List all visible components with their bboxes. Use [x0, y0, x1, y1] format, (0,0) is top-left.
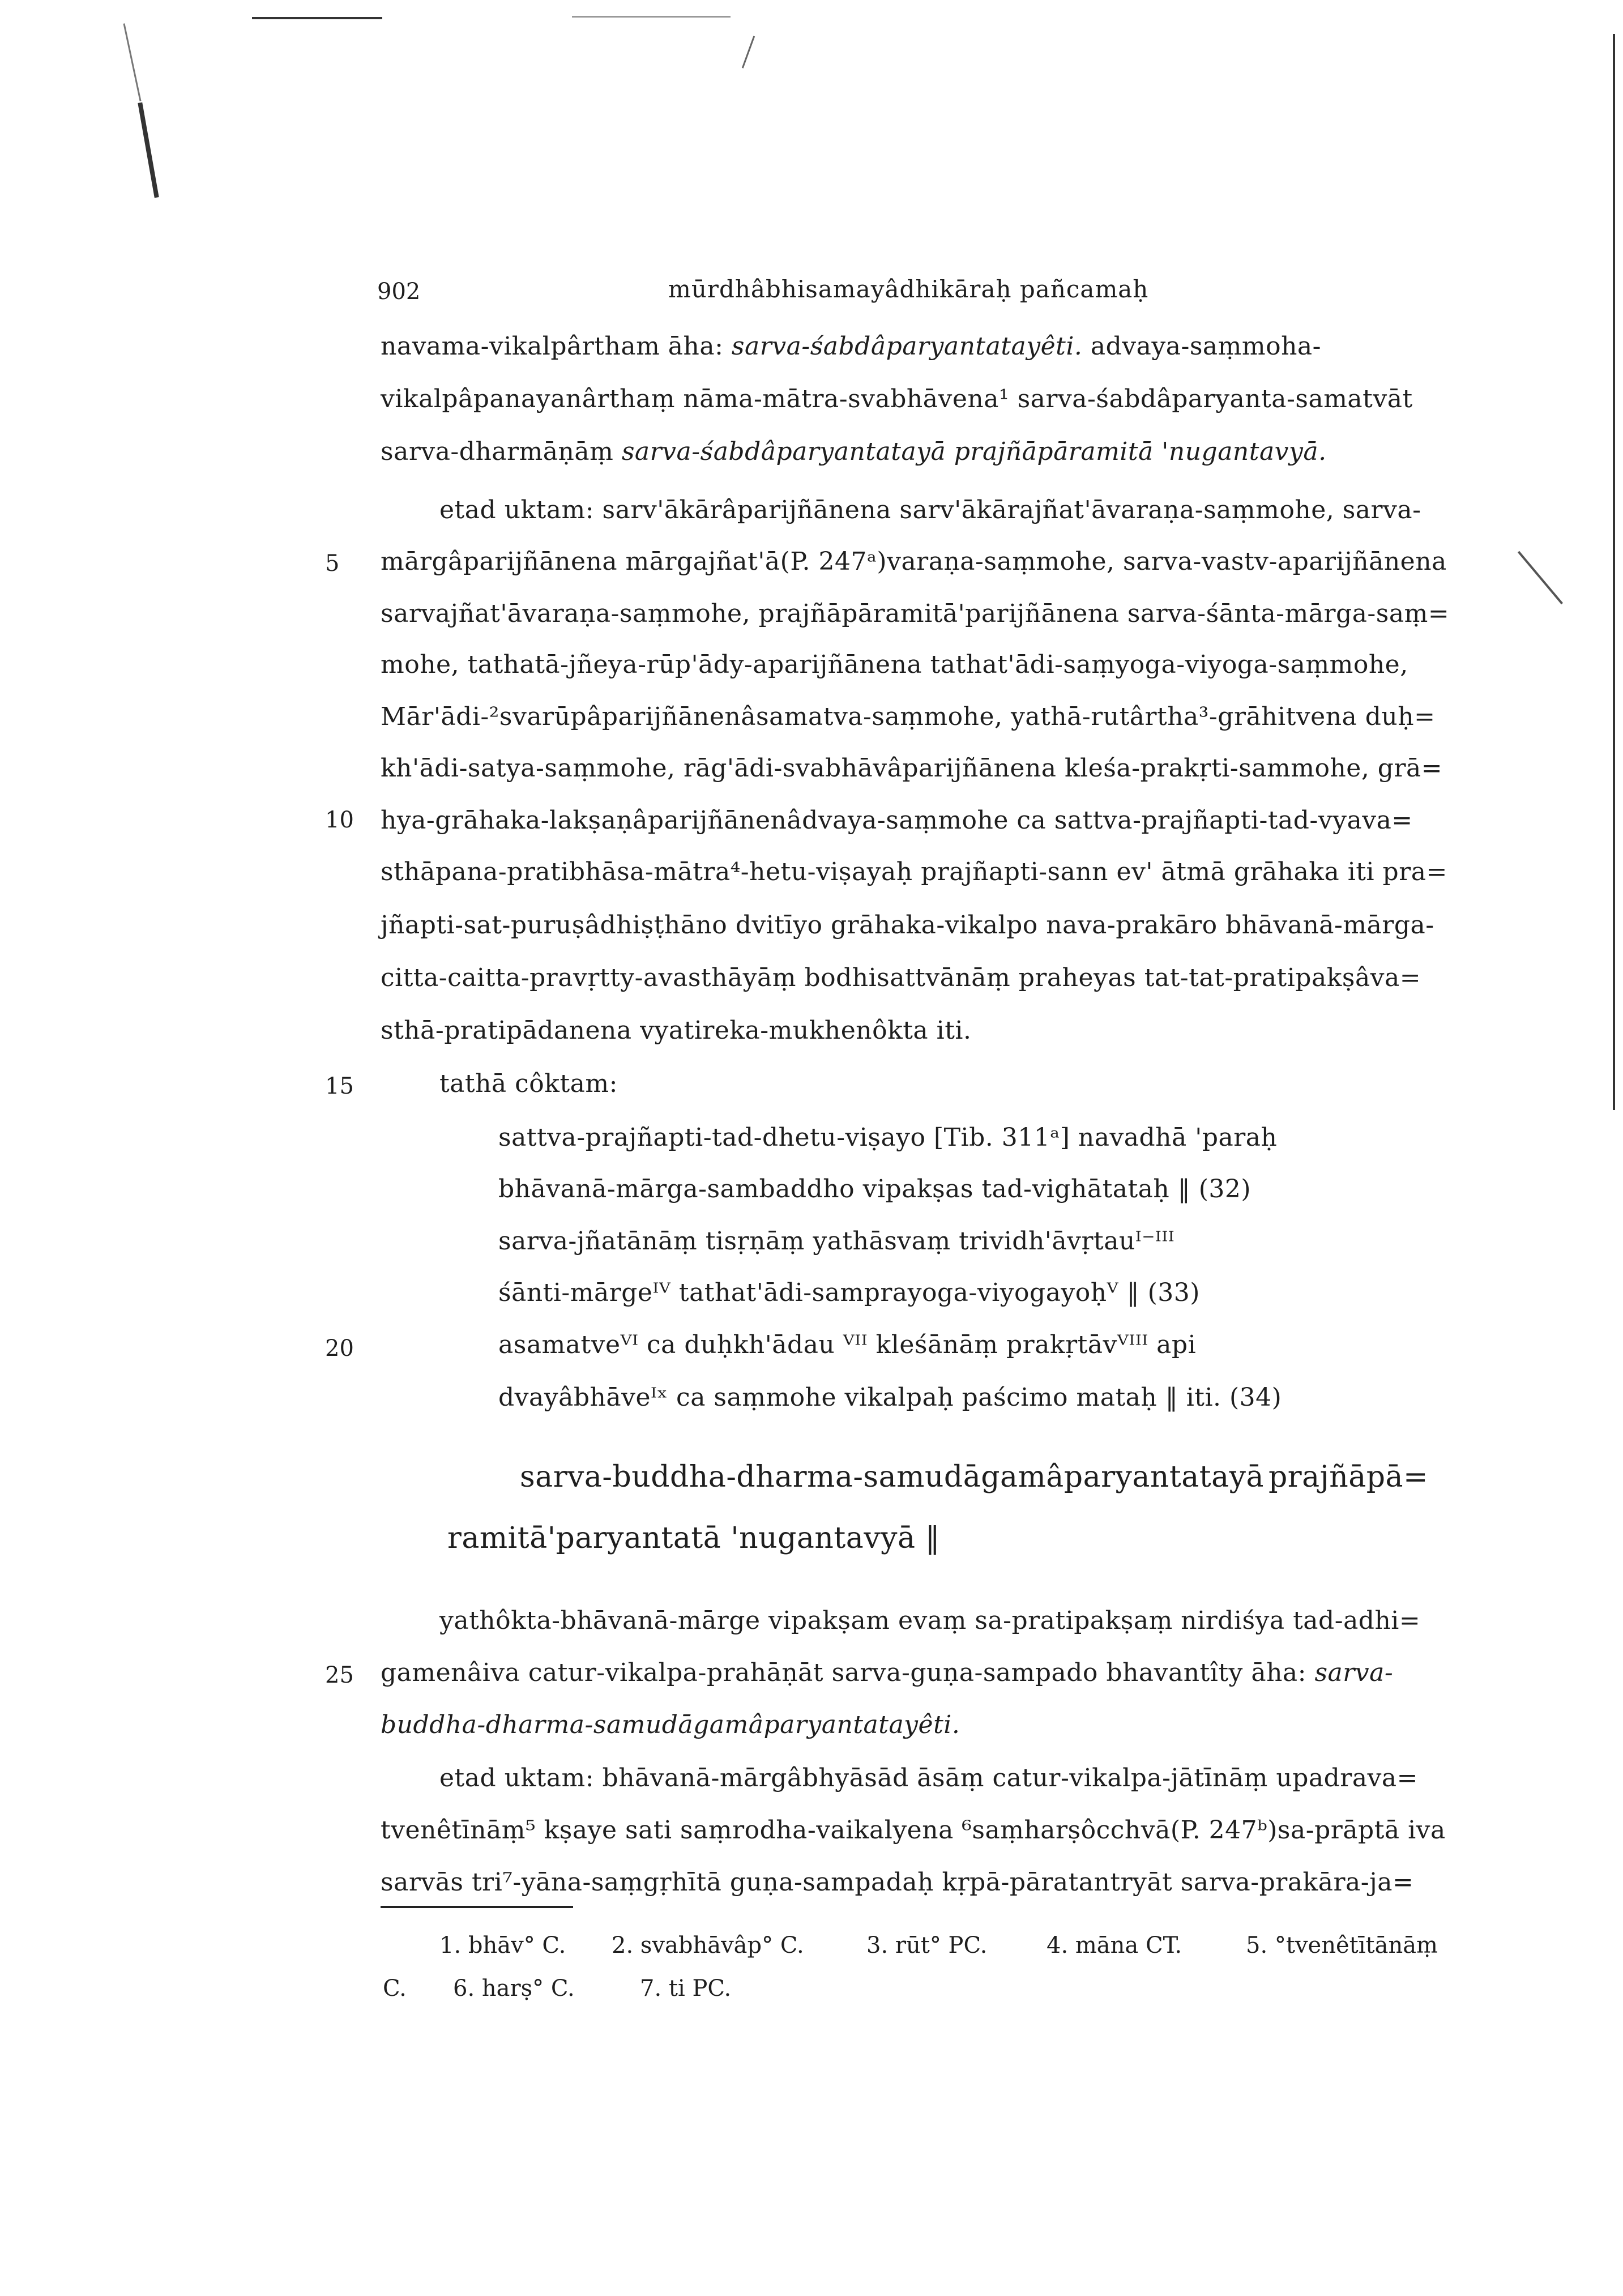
text-line: [381, 652, 1408, 677]
text-line: [381, 1870, 1413, 1895]
text-segment: etad uktam: sarv'ākārâparijñānena sarv'ākārajñat'āvaraṇa-saṃmohe, sarva-: [439, 496, 1421, 524]
verse-line: dvayâbhāveᴵˣ ca saṃmohe vikalpaḥ paścimo mataḥ ‖ iti. (34): [498, 1383, 1282, 1412]
sutra-heading-line2: ramitā'paryantatā 'nugantavyā ‖: [447, 1521, 941, 1555]
text-line: [381, 439, 1327, 464]
text-segment: mohe, tathatā-jñeya-rūp'ādy-aparijñānena tathat'ādi-saṃyoga-viyoga-saṃmohe,: [381, 650, 1408, 679]
text-line: [439, 1608, 1420, 1633]
text-segment: vikalpâpanayanârthaṃ nāma-mātra-svabhāvena¹ sarva-śabdâparyanta-samatvāt: [381, 385, 1413, 413]
footnote-rule: [381, 1906, 573, 1908]
text-segment: hya-grāhaka-lakṣaṇâparijñānenâdvaya-saṃmohe ca sattva-prajñapti-tad-vyava=: [381, 806, 1413, 835]
text-line: [381, 549, 1447, 574]
text-segment: jñapti-sat-puruṣâdhiṣṭhāno dvitīyo grāhaka-vikalpo nava-prakāro bhāvanā-mārga-: [381, 911, 1434, 940]
line-number: 10: [325, 807, 354, 833]
line-number: 15: [325, 1073, 354, 1099]
lemma-italic: sarva-śabdâparyantatayêti.: [731, 332, 1083, 361]
sutra-heading-left: sarva-buddha-dharma-samudāgamâparyantatayā: [520, 1460, 1264, 1494]
text-line: [381, 702, 1436, 731]
verse-line: asamatveⱽᴵ ca duḥkh'ādau ⱽᴵᴵ kleśānāṃ prakṛtāvⱽᴵᴵᴵ api: [498, 1330, 1197, 1359]
footnote: C.: [383, 1975, 407, 2001]
text-segment: tathā côktam:: [439, 1069, 618, 1098]
text-segment: sarvajñat'āvaraṇa-saṃmohe, prajñāpāramitā'parijñānena sarva-śānta-mārga-saṃ=: [381, 599, 1450, 628]
footnote: 3. rūt° PC.: [866, 1932, 988, 1958]
text-line: [381, 1018, 971, 1043]
text-segment: sarva-dharmāṇāṃ: [381, 437, 622, 466]
text-segment: advaya-saṃmoha-: [1082, 332, 1322, 361]
line-number: 20: [325, 1335, 354, 1362]
footnote: 7. ti PC.: [640, 1975, 732, 2001]
text-segment: sthā-pratipādanena vyatireka-mukhenôkta iti.: [381, 1016, 972, 1045]
scan-mark-top-slash: [742, 36, 755, 68]
verse-line: bhāvanā-mārga-sambaddho vipakṣas tad-vighātataḥ ‖ (32): [498, 1175, 1252, 1204]
text-segment: navama-vikalpârtham āha:: [381, 332, 732, 361]
text-line: [381, 913, 1434, 938]
sutra-heading-right: prajñāpā=: [1268, 1460, 1429, 1494]
verse-line: śānti-mārgeᴵⱽ tathat'ādi-samprayoga-viyogayoḥⱽ ‖ (33): [498, 1278, 1200, 1307]
lemma-italic: buddha-dharma-samudāgamâparyantatayêti.: [381, 1710, 960, 1739]
text-segment: Mār'ādi-²svarūpâparijñānenâsamatva-saṃmohe, yathā-rutârtha³-grāhitvena duḥ=: [381, 702, 1436, 731]
text-line: [381, 334, 1321, 359]
text-line: [381, 1818, 1446, 1843]
page-number: 902: [377, 279, 421, 305]
text-line: [381, 387, 1413, 412]
verse-line: sarva-jñatānāṃ tisṛṇāṃ yathāsvaṃ trividh'āvṛtauᴵ⁻ᴵᴵᴵ: [498, 1227, 1175, 1256]
text-segment: etad uktam: bhāvanā-mārgâbhyāsād āsāṃ catur-vikalpa-jātīnāṃ upadrava=: [439, 1764, 1419, 1793]
footnote: 1. bhāv° C.: [439, 1932, 566, 1958]
text-line: [381, 601, 1449, 626]
line-number: 5: [325, 550, 340, 577]
text-segment: mārgâparijñānena mārgajñat'ā(P. 247ᵃ)varaṇa-saṃmohe, sarva-vastv-aparijñānena: [381, 547, 1447, 576]
text-line: [439, 498, 1421, 523]
text-line: [381, 756, 1442, 781]
lemma-italic: sarva-: [1314, 1658, 1394, 1687]
text-line: [439, 1069, 618, 1098]
text-segment: kh'ādi-satya-saṃmohe, rāg'ādi-svabhāvâparijñānena kleśa-prakṛti-sammohe, grā=: [381, 754, 1443, 783]
text-segment: gamenâiva catur-vikalpa-prahāṇāt sarva-guṇa-sampado bhavantîty āha:: [381, 1658, 1315, 1687]
text-segment: citta-caitta-pravṛtty-avasthāyāṃ bodhisattvānāṃ praheyas tat-tat-pratipakṣâva=: [381, 963, 1421, 992]
text-line: [381, 1710, 960, 1739]
lemma-italic: sarva-śabdâparyantatayā prajñāpāramitā 'nugantavyā.: [621, 437, 1327, 466]
scan-mark-right-edge: [1613, 34, 1615, 1110]
text-line: [381, 963, 1421, 992]
footnote: 6. harṣ° C.: [453, 1975, 575, 2001]
text-line: [439, 1766, 1418, 1791]
running-title: mūrdhâbhisamayâdhikāraḥ pañcamaḥ: [668, 275, 1149, 303]
scan-mark-right-bracket: [1518, 551, 1563, 604]
footnote: 2. svabhāvâp° C.: [612, 1932, 804, 1958]
text-line: [381, 808, 1413, 833]
text-line: [381, 1658, 1394, 1687]
text-segment: tvenêtīnāṃ⁵ kṣaye sati saṃrodha-vaikalyena ⁶saṃharṣôcchvā(P. 247ᵇ)sa-prāptā iva: [381, 1816, 1446, 1845]
text-segment: yathôkta-bhāvanā-mārge vipakṣam evaṃ sa-pratipakṣaṃ nirdiśya tad-adhi=: [439, 1606, 1421, 1635]
verse-line: sattva-prajñapti-tad-dhetu-viṣayo [Tib. 311ᵃ] navadhā 'paraḥ: [498, 1123, 1278, 1152]
scan-mark-top-middle: [572, 16, 731, 18]
line-number: 25: [325, 1662, 354, 1688]
scan-mark-left-edge: [138, 103, 159, 198]
scan-mark-left-edge-thin: [123, 23, 141, 101]
text-segment: sarvās tri⁷-yāna-saṃgṛhītā guṇa-sampadaḥ kṛpā-pāratantryāt sarva-prakāra-ja=: [381, 1868, 1414, 1897]
scan-mark-top-left: [252, 17, 382, 19]
footnote: 5. °tvenêtītānāṃ: [1246, 1932, 1438, 1958]
text-line: [381, 857, 1447, 886]
footnote: 4. māna CT.: [1047, 1932, 1182, 1958]
text-segment: sthāpana-pratibhāsa-mātra⁴-hetu-viṣayaḥ prajñapti-sann ev' ātmā grāhaka iti pra=: [381, 857, 1447, 886]
